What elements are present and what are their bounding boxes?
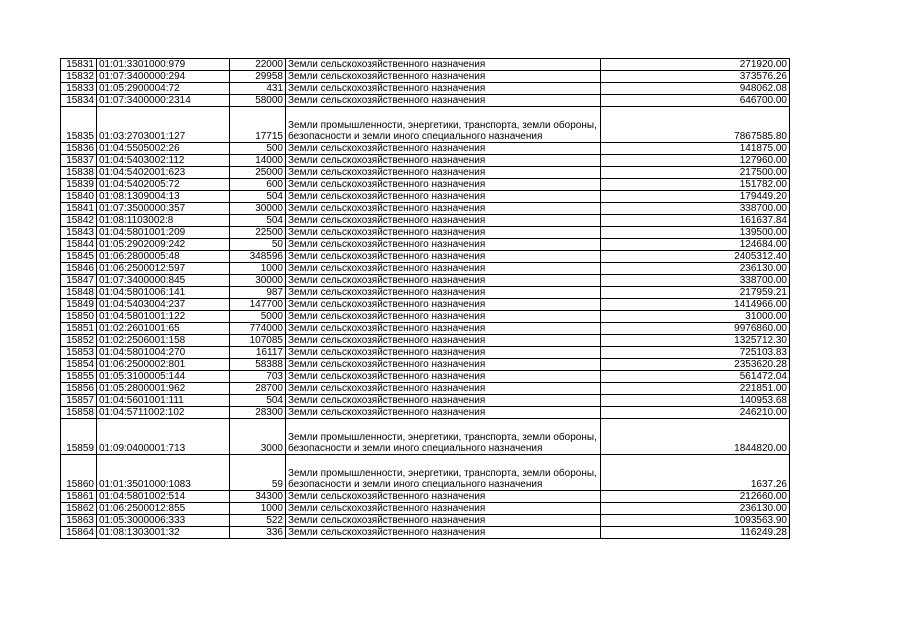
area-cell: 500 — [230, 143, 286, 155]
row-number-cell: 15857 — [61, 395, 97, 407]
table-row — [61, 347, 790, 359]
area-cell: 3000 — [230, 419, 286, 455]
area-cell: 34300 — [230, 491, 286, 503]
table-row — [61, 335, 790, 347]
cadastral-number-cell: 01:05:3100005:144 — [97, 371, 230, 383]
cadastral-value-cell: 217959.21 — [601, 287, 790, 299]
cadastral-value-cell: 116249.28 — [601, 527, 790, 539]
cadastral-value-cell: 246210.00 — [601, 407, 790, 419]
land-category-cell: Земли сельскохозяйственного назначения — [286, 491, 601, 503]
row-number-cell: 15851 — [61, 323, 97, 335]
land-category-cell: Земли сельскохозяйственного назначения — [286, 299, 601, 311]
land-category-cell: Земли сельскохозяйственного назначения — [286, 239, 601, 251]
row-number-cell: 15862 — [61, 503, 97, 515]
cadastral-number-cell: 01:04:5402001:623 — [97, 167, 230, 179]
cadastral-number-cell: 01:02:2506001:158 — [97, 335, 230, 347]
cadastral-number-cell: 01:07:3400000:294 — [97, 71, 230, 83]
cadastral-number-cell: 01:09:0400001:713 — [97, 419, 230, 455]
area-cell: 431 — [230, 83, 286, 95]
cadastral-number-cell: 01:03:2703001:127 — [97, 107, 230, 143]
row-number-cell: 15831 — [61, 59, 97, 71]
row-number-cell: 15853 — [61, 347, 97, 359]
cadastral-number-cell: 01:07:3400000:845 — [97, 275, 230, 287]
table-row — [61, 215, 790, 227]
cadastral-number-cell: 01:04:5801001:209 — [97, 227, 230, 239]
table-row — [61, 527, 790, 539]
area-cell: 703 — [230, 371, 286, 383]
land-category-cell: Земли сельскохозяйственного назначения — [286, 371, 601, 383]
cadastral-value-cell: 127960.00 — [601, 155, 790, 167]
land-category-cell: Земли сельскохозяйственного назначения — [286, 143, 601, 155]
land-category-cell: Земли сельскохозяйственного назначения — [286, 215, 601, 227]
cadastral-value-cell: 646700.00 — [601, 95, 790, 107]
area-cell: 504 — [230, 215, 286, 227]
table-row — [61, 95, 790, 107]
table-row — [61, 407, 790, 419]
area-cell: 17715 — [230, 107, 286, 143]
table-row — [61, 515, 790, 527]
cadastral-value-cell: 141875.00 — [601, 143, 790, 155]
row-number-cell: 15850 — [61, 311, 97, 323]
area-cell: 348596 — [230, 251, 286, 263]
land-category-cell: Земли сельскохозяйственного назначения — [286, 83, 601, 95]
row-number-cell: 15836 — [61, 143, 97, 155]
cadastral-value-cell: 140953.68 — [601, 395, 790, 407]
cadastral-value-cell: 7867585.80 — [601, 107, 790, 143]
row-number-cell: 15832 — [61, 71, 97, 83]
row-number-cell: 15843 — [61, 227, 97, 239]
land-category-cell: Земли промышленности, энергетики, транспорта, земли обороны, безопасности и земли иного специального назначения — [286, 107, 601, 143]
cadastral-value-cell: 217500.00 — [601, 167, 790, 179]
table-row — [61, 155, 790, 167]
row-number-cell: 15864 — [61, 527, 97, 539]
cadastral-number-cell: 01:06:2800005:48 — [97, 251, 230, 263]
cadastral-number-cell: 01:02:2601001:65 — [97, 323, 230, 335]
cadastral-number-cell: 01:04:5601001:111 — [97, 395, 230, 407]
table-row — [61, 251, 790, 263]
area-cell: 504 — [230, 395, 286, 407]
cadastral-value-cell: 1637.26 — [601, 455, 790, 491]
area-cell: 58000 — [230, 95, 286, 107]
cadastral-number-cell: 01:08:1303001:32 — [97, 527, 230, 539]
cadastral-value-cell: 1093563.90 — [601, 515, 790, 527]
cadastral-value-cell: 338700.00 — [601, 203, 790, 215]
area-cell: 22000 — [230, 59, 286, 71]
cadastral-value-cell: 2405312.40 — [601, 251, 790, 263]
area-cell: 59 — [230, 455, 286, 491]
area-cell: 1000 — [230, 503, 286, 515]
row-number-cell: 15849 — [61, 299, 97, 311]
row-number-cell: 15838 — [61, 167, 97, 179]
row-number-cell: 15856 — [61, 383, 97, 395]
cadastral-number-cell: 01:05:2902009:242 — [97, 239, 230, 251]
cadastral-number-cell: 01:04:5801004:270 — [97, 347, 230, 359]
area-cell: 5000 — [230, 311, 286, 323]
land-category-cell: Земли сельскохозяйственного назначения — [286, 383, 601, 395]
cadastral-value-cell: 161637.84 — [601, 215, 790, 227]
cadastral-value-cell: 236130.00 — [601, 503, 790, 515]
area-cell: 22500 — [230, 227, 286, 239]
cadastral-value-cell: 124684.00 — [601, 239, 790, 251]
table-row — [61, 179, 790, 191]
table-row — [61, 275, 790, 287]
row-number-cell: 15855 — [61, 371, 97, 383]
cadastral-number-cell: 01:07:3500000:357 — [97, 203, 230, 215]
cadastral-number-cell: 01:08:1309004:13 — [97, 191, 230, 203]
area-cell: 14000 — [230, 155, 286, 167]
cadastral-value-cell: 271920.00 — [601, 59, 790, 71]
table-row — [61, 167, 790, 179]
land-category-cell: Земли промышленности, энергетики, транспорта, земли обороны, безопасности и земли иного специального назначения — [286, 455, 601, 491]
area-cell: 600 — [230, 179, 286, 191]
row-number-cell: 15833 — [61, 83, 97, 95]
area-cell: 774000 — [230, 323, 286, 335]
cadastral-value-cell: 139500.00 — [601, 227, 790, 239]
table-row — [61, 143, 790, 155]
table-row — [61, 323, 790, 335]
cadastral-number-cell: 01:08:1103002:8 — [97, 215, 230, 227]
area-cell: 50 — [230, 239, 286, 251]
area-cell: 336 — [230, 527, 286, 539]
area-cell: 58388 — [230, 359, 286, 371]
land-category-cell: Земли сельскохозяйственного назначения — [286, 203, 601, 215]
land-category-cell: Земли сельскохозяйственного назначения — [286, 263, 601, 275]
row-number-cell: 15860 — [61, 455, 97, 491]
land-category-cell: Земли сельскохозяйственного назначения — [286, 179, 601, 191]
table-row — [61, 83, 790, 95]
row-number-cell: 15839 — [61, 179, 97, 191]
land-category-cell: Земли сельскохозяйственного назначения — [286, 323, 601, 335]
cadastral-number-cell: 01:05:2800001:962 — [97, 383, 230, 395]
row-number-cell: 15847 — [61, 275, 97, 287]
cadastral-value-cell: 725103.83 — [601, 347, 790, 359]
table-row — [61, 239, 790, 251]
land-category-cell: Земли сельскохозяйственного назначения — [286, 359, 601, 371]
cadastral-value-cell: 1325712.30 — [601, 335, 790, 347]
area-cell: 1000 — [230, 263, 286, 275]
table-row — [61, 107, 790, 143]
cadastral-number-cell: 01:06:2500012:597 — [97, 263, 230, 275]
area-cell: 28300 — [230, 407, 286, 419]
land-category-cell: Земли сельскохозяйственного назначения — [286, 275, 601, 287]
cadastral-number-cell: 01:04:5402005:72 — [97, 179, 230, 191]
land-category-cell: Земли сельскохозяйственного назначения — [286, 515, 601, 527]
area-cell: 107085 — [230, 335, 286, 347]
cadastral-number-cell: 01:01:3501000:1083 — [97, 455, 230, 491]
cadastral-value-cell: 236130.00 — [601, 263, 790, 275]
table-row — [61, 491, 790, 503]
land-category-cell: Земли сельскохозяйственного назначения — [286, 503, 601, 515]
cadastral-value-cell: 561472.04 — [601, 371, 790, 383]
area-cell: 29958 — [230, 71, 286, 83]
land-category-cell: Земли сельскохозяйственного назначения — [286, 71, 601, 83]
cadastral-value-cell: 212660.00 — [601, 491, 790, 503]
row-number-cell: 15852 — [61, 335, 97, 347]
table-row — [61, 191, 790, 203]
table-row — [61, 503, 790, 515]
row-number-cell: 15837 — [61, 155, 97, 167]
cadastral-number-cell: 01:04:5711002:102 — [97, 407, 230, 419]
row-number-cell: 15848 — [61, 287, 97, 299]
land-category-cell: Земли сельскохозяйственного назначения — [286, 395, 601, 407]
cadastral-number-cell: 01:05:3000006:333 — [97, 515, 230, 527]
table-row — [61, 227, 790, 239]
cadastral-value-cell: 1414966.00 — [601, 299, 790, 311]
cadastral-number-cell: 01:06:2500002:801 — [97, 359, 230, 371]
row-number-cell: 15863 — [61, 515, 97, 527]
table-row — [61, 203, 790, 215]
table-row — [61, 383, 790, 395]
table-row — [61, 311, 790, 323]
row-number-cell: 15844 — [61, 239, 97, 251]
cadastral-value-cell: 179449.20 — [601, 191, 790, 203]
table-row — [61, 263, 790, 275]
table-body — [61, 59, 790, 539]
area-cell: 522 — [230, 515, 286, 527]
land-category-cell: Земли сельскохозяйственного назначения — [286, 311, 601, 323]
cadastral-number-cell: 01:04:5403004:237 — [97, 299, 230, 311]
table-row — [61, 59, 790, 71]
row-number-cell: 15840 — [61, 191, 97, 203]
cadastral-number-cell: 01:07:3400000:2314 — [97, 95, 230, 107]
row-number-cell: 15842 — [61, 215, 97, 227]
area-cell: 504 — [230, 191, 286, 203]
land-category-cell: Земли сельскохозяйственного назначения — [286, 59, 601, 71]
row-number-cell: 15861 — [61, 491, 97, 503]
land-category-cell: Земли сельскохозяйственного назначения — [286, 191, 601, 203]
table-row — [61, 359, 790, 371]
cadastral-value-cell: 2353620.28 — [601, 359, 790, 371]
cadastral-value-cell: 338700.00 — [601, 275, 790, 287]
land-category-cell: Земли сельскохозяйственного назначения — [286, 227, 601, 239]
area-cell: 16117 — [230, 347, 286, 359]
row-number-cell: 15858 — [61, 407, 97, 419]
cadastral-number-cell: 01:05:2900004:72 — [97, 83, 230, 95]
land-category-cell: Земли сельскохозяйственного назначения — [286, 167, 601, 179]
cadastral-value-cell: 948062.08 — [601, 83, 790, 95]
area-cell: 28700 — [230, 383, 286, 395]
land-category-cell: Земли сельскохозяйственного назначения — [286, 95, 601, 107]
row-number-cell: 15834 — [61, 95, 97, 107]
row-number-cell: 15859 — [61, 419, 97, 455]
land-category-cell: Земли промышленности, энергетики, транспорта, земли обороны, безопасности и земли иного специального назначения — [286, 419, 601, 455]
cadastral-value-cell: 31000.00 — [601, 311, 790, 323]
land-category-cell: Земли сельскохозяйственного назначения — [286, 251, 601, 263]
area-cell: 25000 — [230, 167, 286, 179]
cadastral-number-cell: 01:04:5801002:514 — [97, 491, 230, 503]
table-row — [61, 419, 790, 455]
cadastral-number-cell: 01:04:5505002:26 — [97, 143, 230, 155]
cadastral-value-cell: 373576.26 — [601, 71, 790, 83]
cadastral-value-cell: 9976860.00 — [601, 323, 790, 335]
area-cell: 30000 — [230, 203, 286, 215]
row-number-cell: 15854 — [61, 359, 97, 371]
area-cell: 30000 — [230, 275, 286, 287]
row-number-cell: 15845 — [61, 251, 97, 263]
cadastral-number-cell: 01:04:5801006:141 — [97, 287, 230, 299]
cadastral-value-cell: 221851.00 — [601, 383, 790, 395]
cadastral-number-cell: 01:04:5801001:122 — [97, 311, 230, 323]
land-category-cell: Земли сельскохозяйственного назначения — [286, 527, 601, 539]
table-row — [61, 71, 790, 83]
area-cell: 147700 — [230, 299, 286, 311]
table-row — [61, 299, 790, 311]
land-category-cell: Земли сельскохозяйственного назначения — [286, 155, 601, 167]
row-number-cell: 15846 — [61, 263, 97, 275]
row-number-cell: 15841 — [61, 203, 97, 215]
land-category-cell: Земли сельскохозяйственного назначения — [286, 335, 601, 347]
cadastral-value-cell: 1844820.00 — [601, 419, 790, 455]
table-row — [61, 287, 790, 299]
land-category-cell: Земли сельскохозяйственного назначения — [286, 347, 601, 359]
row-number-cell: 15835 — [61, 107, 97, 143]
area-cell: 987 — [230, 287, 286, 299]
table-row — [61, 395, 790, 407]
land-category-cell: Земли сельскохозяйственного назначения — [286, 407, 601, 419]
table-row — [61, 371, 790, 383]
cadastral-number-cell: 01:04:5403002:112 — [97, 155, 230, 167]
land-category-cell: Земли сельскохозяйственного назначения — [286, 287, 601, 299]
table-row — [61, 455, 790, 491]
land-parcels-table — [60, 58, 790, 539]
cadastral-value-cell: 151782.00 — [601, 179, 790, 191]
cadastral-number-cell: 01:06:2500012:855 — [97, 503, 230, 515]
cadastral-number-cell: 01:01:3301000:979 — [97, 59, 230, 71]
